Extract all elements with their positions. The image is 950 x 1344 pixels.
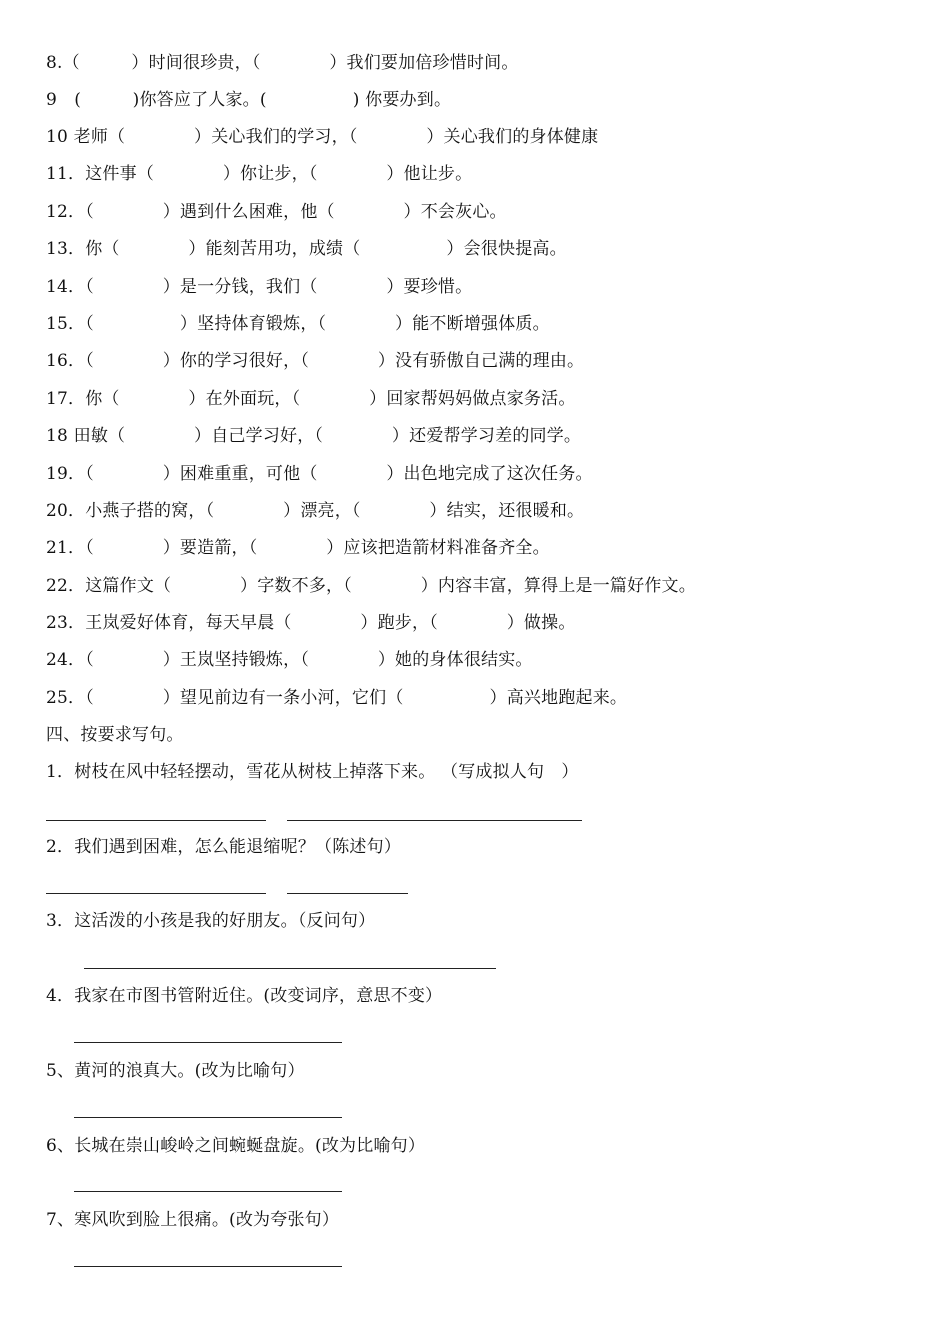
rewrite-item-6: 6、长城在崇山峻岭之间蜿蜒盘旋。(改为比喻句）: [46, 1136, 426, 1156]
answer-line[interactable]: [287, 820, 582, 821]
fill-blank-item-24: 24．（ ）王岚坚持锻炼，（ ）她的身体很结实。: [46, 650, 533, 670]
fill-blank-item-20: 20．小燕子搭的窝，（ ）漂亮，（ ）结实，还很暖和。: [46, 501, 585, 521]
fill-blank-item-17: 17．你（ ）在外面玩，（ ）回家帮妈妈做点家务活。: [46, 389, 576, 409]
answer-line[interactable]: [74, 1191, 342, 1192]
fill-blank-item-13: 13．你（ ）能刻苦用功，成绩（ ）会很快提高。: [46, 239, 567, 259]
section-title: 四、按要求写句。: [46, 725, 184, 745]
fill-blank-item-25: 25．（ ）望见前边有一条小河，它们（ ）高兴地跑起来。: [46, 688, 628, 708]
rewrite-item-1: 1．树枝在风中轻轻摆动，雪花从树枝上掉落下来。 （写成拟人句 ）: [46, 762, 579, 782]
fill-blank-item-11: 11．这件事（ ）你让步，（ ）他让步。: [46, 164, 473, 184]
fill-blank-item-21: 21．（ ）要造箭，（ ）应该把造箭材料准备齐全。: [46, 538, 550, 558]
answer-line[interactable]: [274, 968, 496, 969]
rewrite-item-2: 2．我们遇到困难，怎么能退缩呢？（陈述句）: [46, 837, 402, 857]
rewrite-item-7: 7、寒风吹到脸上很痛。(改为夸张句）: [46, 1210, 340, 1230]
answer-line[interactable]: [74, 1266, 342, 1267]
fill-blank-item-9: 9 ( )你答应了人家。( ) 你要办到。: [46, 90, 452, 110]
answer-line[interactable]: [74, 1117, 342, 1118]
rewrite-item-4: 4．我家在市图书管附近住。(改变词序，意思不变）: [46, 986, 443, 1006]
fill-blank-item-14: 14．（ ）是一分钱，我们（ ）要珍惜。: [46, 277, 473, 297]
fill-blank-item-18: 18 田敏（ ）自己学习好，（ ）还爱帮学习差的同学。: [46, 426, 582, 446]
answer-line[interactable]: [392, 893, 408, 894]
answer-line[interactable]: [74, 1042, 342, 1043]
fill-blank-item-22: 22．这篇作文（ ）字数不多，（ ）内容丰富，算得上是一篇好作文。: [46, 576, 696, 596]
fill-blank-item-10: 10 老师（ ）关心我们的学习，（ ）关心我们的身体健康: [46, 127, 599, 147]
fill-blank-item-12: 12．（ ）遇到什么困难，他（ ）不会灰心。: [46, 202, 507, 222]
answer-line[interactable]: [46, 893, 266, 894]
fill-blank-item-19: 19．（ ）困难重重，可他（ ）出色地完成了这次任务。: [46, 464, 593, 484]
fill-blank-item-15: 15．（ ）坚持体育锻炼，（ ）能不断增强体质。: [46, 314, 550, 334]
fill-blank-item-16: 16．（ ）你的学习很好，（ ）没有骄傲自己满的理由。: [46, 351, 585, 371]
answer-line[interactable]: [46, 820, 266, 821]
answer-line[interactable]: [84, 968, 274, 969]
answer-line[interactable]: [287, 893, 392, 894]
fill-blank-item-8: 8.（ ）时间很珍贵，（ ）我们要加倍珍惜时间。: [46, 53, 519, 73]
rewrite-item-5: 5、黄河的浪真大。(改为比喻句）: [46, 1061, 305, 1081]
rewrite-item-3: 3．这活泼的小孩是我的好朋友。（反问句）: [46, 911, 376, 931]
fill-blank-item-23: 23．王岚爱好体育，每天早晨（ ）跑步，（ ）做操。: [46, 613, 576, 633]
